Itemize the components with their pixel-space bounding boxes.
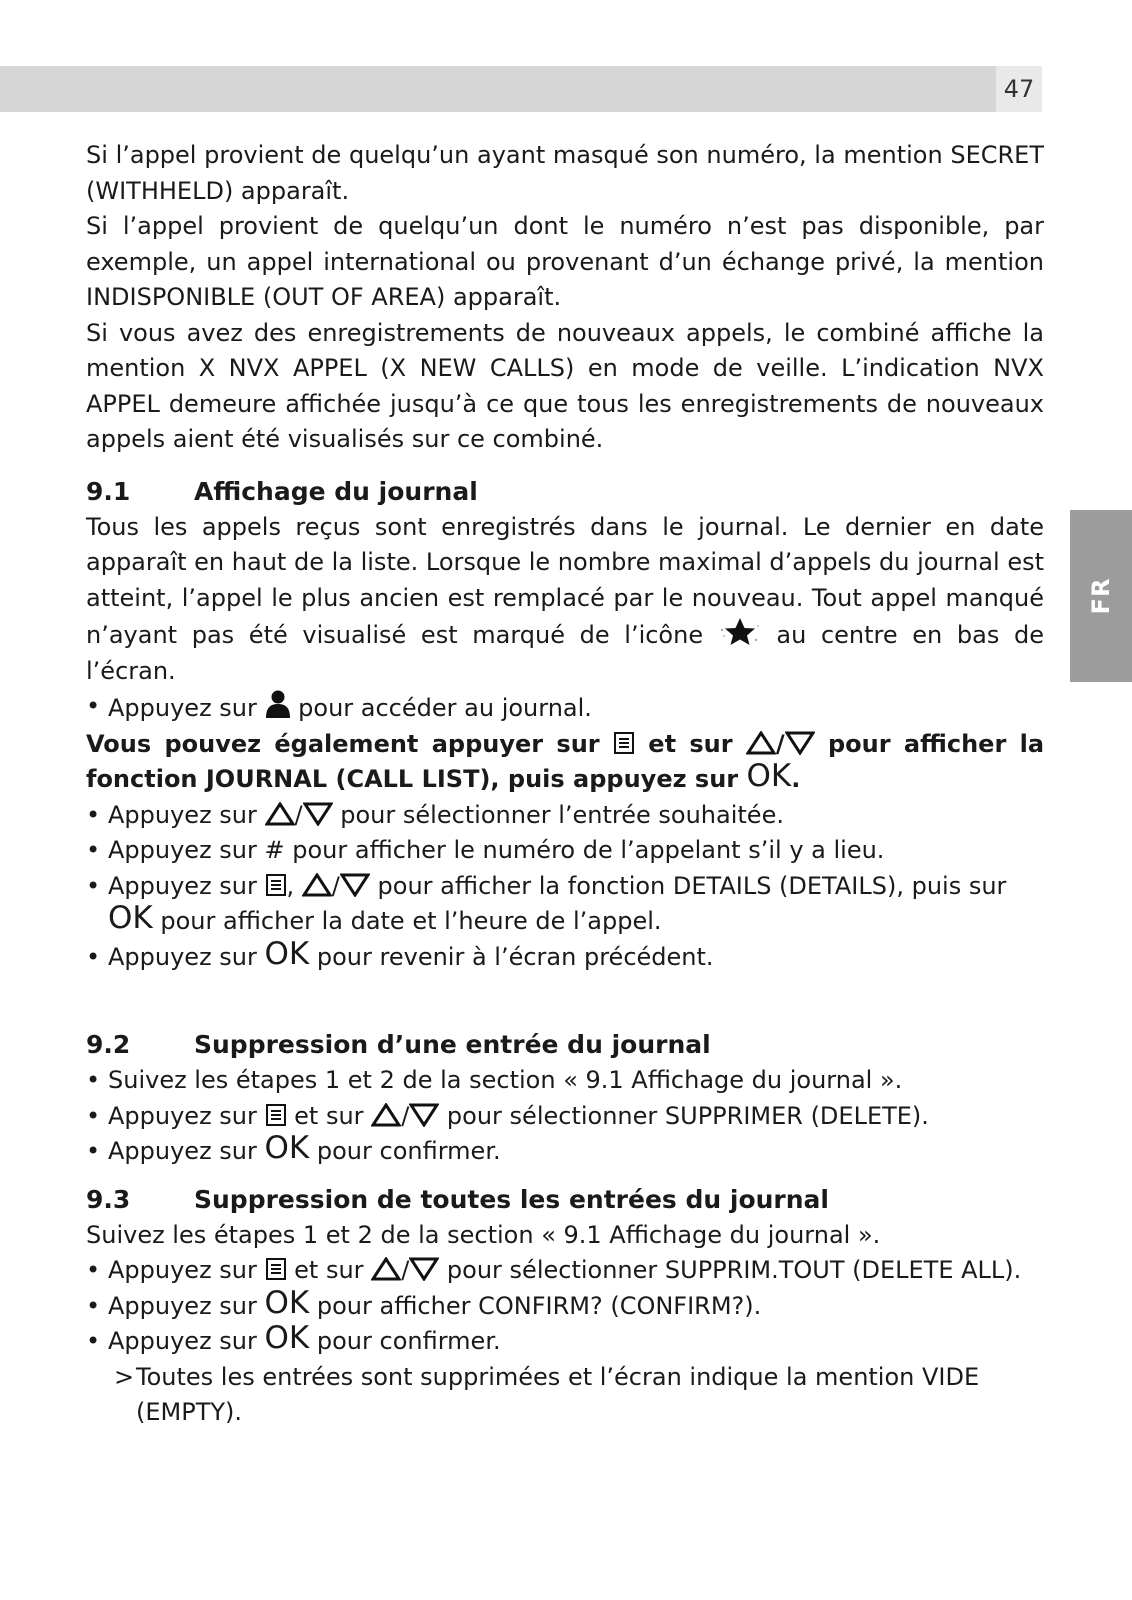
intro-paragraph-2: Si l’appel provient de quelqu’un dont le numéro n’est pas disponible, par exemple, un appel international ou provenant d’un échange privé, la mention INDISPONIBLE (OUT OF AREA) apparaît. [86,212,1044,311]
page-number: 47 [996,66,1042,112]
ok-key-label: OK [264,1130,310,1166]
down-triangle-icon [409,1257,439,1281]
menu-icon [265,873,287,897]
list-item: • Suivez les étapes 1 et 2 de la section « 9.1 Affichage du journal ». [86,1066,903,1094]
list-item: • Appuyez sur , / pour afficher la fonction DETAILS (DETAILS), puis sur OK pour afficher la date et l’heure de l’appel. [86,871,1007,936]
up-triangle-icon [746,731,776,755]
up-triangle-icon [371,1103,401,1127]
up-triangle-icon [265,802,295,826]
section-9-1-bold-note: Vous pouvez également appuyer sur et sur / pour afficher la fonction JOURNAL (CALL LIST), puis appuyez sur OK. [86,729,1045,794]
section-title: Suppression de toutes les entrées du journal [194,1184,829,1214]
list-item: • Appuyez sur OK pour confirmer. [86,1130,501,1166]
result-note: > Toutes les entrées sont supprimées et l’écran indique la mention VIDE (EMPTY). [114,1362,980,1426]
down-triangle-icon [303,802,333,826]
ok-key-label: OK [264,1284,310,1321]
section-title: Affichage du journal [194,476,478,506]
list-item: • Appuyez sur et sur / pour sélectionner SUPPRIMER (DELETE). [86,1101,929,1130]
person-icon [265,689,291,719]
list-item: • Appuyez sur pour accéder au journal. [86,689,1044,727]
section-9-1-heading [86,474,1044,510]
language-tab [1070,510,1132,682]
section-number: 9.3 [86,1184,131,1214]
section-title: Suppression d’une entrée du journal [194,1030,711,1059]
section-number: 9.2 [86,1030,131,1059]
section-9-1-paragraph: Tous les appels reçus sont enregistrés dans le journal. Le dernier en date apparaît en haut de la liste. Lorsque le nombre maximal d’appels du journal est atteint, l’appel le plus ancien est remplacé par le nouveau. Tout appel manqué n’ayant pas été visualisé est marqué de l’icône au centre en bas de l’écran. [86,512,1044,685]
down-triangle-icon [409,1103,439,1127]
list-item: • Appuyez sur # pour afficher le numéro de l’appelant s’il y a lieu. [86,836,885,864]
section-number: 9.1 [86,476,131,506]
section-9-3-heading [86,1182,1044,1218]
language-tab-label: FR [1087,577,1115,615]
ok-key-label: OK [746,758,792,794]
down-triangle-icon [785,731,815,755]
up-triangle-icon [302,873,332,897]
intro-paragraph-1: Si l’appel provient de quelqu’un ayant masqué son numéro, la mention SECRET (WITHHELD) apparaît. [86,141,1044,205]
ok-key-label: OK [108,900,153,936]
header-bar [0,66,996,112]
list-item: • Appuyez sur OK pour revenir à l’écran précédent. [86,935,714,972]
section-9-3-paragraph: Suivez les étapes 1 et 2 de la section « 9.1 Affichage du journal ». [86,1220,881,1249]
intro-paragraph-3: Si vous avez des enregistrements de nouveaux appels, le combiné affiche la mention X NVX APPEL (X NEW CALLS) en mode de veille. L’indication NVX APPEL demeure affichée jusqu’à ce que tous les enregistrements de nouveaux appels aient été visualisés sur ce combiné. [86,318,1044,453]
menu-icon [265,1257,287,1281]
menu-icon [265,1103,287,1127]
down-triangle-icon [340,873,370,897]
star-icon [718,616,762,646]
up-triangle-icon [371,1257,401,1281]
ok-key-label: OK [264,935,310,972]
page-content [86,138,1044,1431]
section-9-2-heading [86,1027,1044,1063]
list-item: • Appuyez sur et sur / pour sélectionner SUPPRIM.TOUT (DELETE ALL). [86,1256,1022,1284]
list-item: • Appuyez sur OK pour afficher CONFIRM? (CONFIRM?). [86,1284,762,1321]
list-item: • Appuyez sur / pour sélectionner l’entrée souhaitée. [86,800,784,829]
list-item: • Appuyez sur OK pour confirmer. [86,1320,501,1356]
menu-icon [613,731,635,755]
ok-key-label: OK [264,1320,310,1356]
